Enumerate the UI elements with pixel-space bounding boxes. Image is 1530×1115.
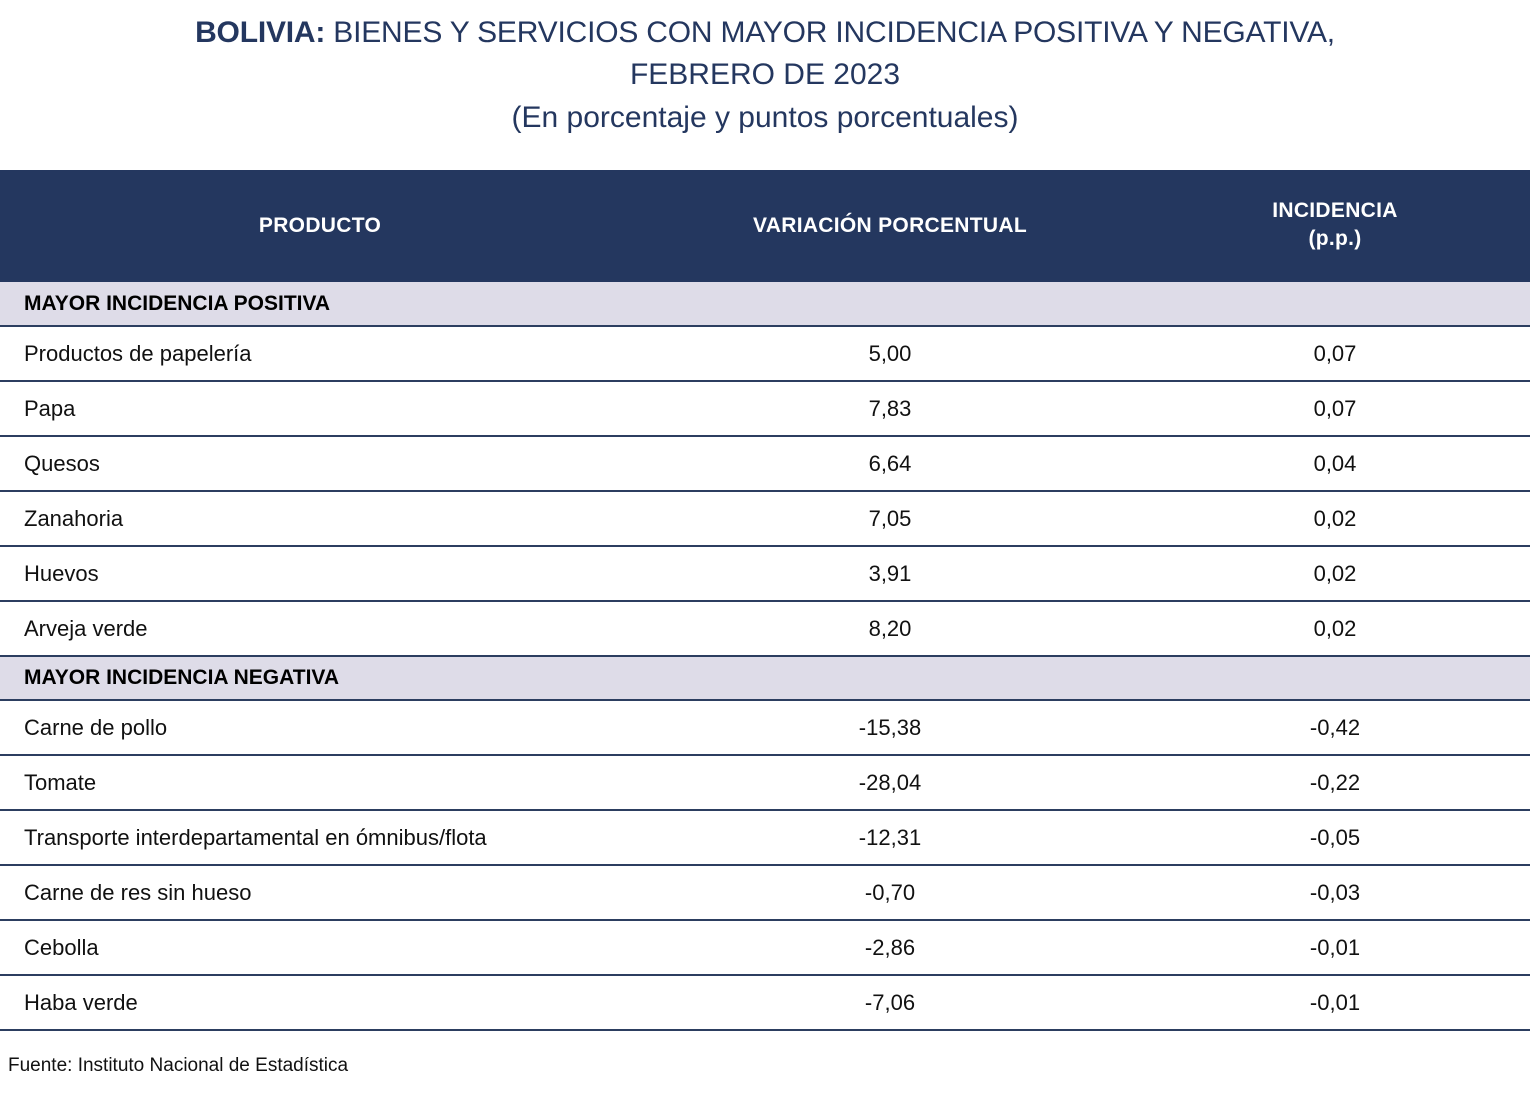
table-header-row bbox=[0, 170, 1530, 282]
cell-incidence: -0,03 bbox=[1140, 865, 1530, 920]
table-row bbox=[0, 865, 1530, 920]
cell-incidence: -0,05 bbox=[1140, 810, 1530, 865]
cell-variation: -7,06 bbox=[640, 975, 1140, 1030]
cell-variation: -2,86 bbox=[640, 920, 1140, 975]
cell-variation: -28,04 bbox=[640, 755, 1140, 810]
cell-variation: -12,31 bbox=[640, 810, 1140, 865]
title-subtitle: (En porcentaje y puntos porcentuales) bbox=[511, 101, 1019, 134]
cell-variation: 3,91 bbox=[640, 546, 1140, 601]
incidence-table bbox=[0, 170, 1530, 1031]
cell-product: Haba verde bbox=[0, 975, 640, 1030]
cell-variation: 6,64 bbox=[640, 436, 1140, 491]
cell-product: Transporte interdepartamental en ómnibus/flota bbox=[0, 810, 640, 865]
table-row bbox=[0, 810, 1530, 865]
cell-incidence: 0,02 bbox=[1140, 601, 1530, 656]
table-row bbox=[0, 546, 1530, 601]
section-label: MAYOR INCIDENCIA POSITIVA bbox=[0, 282, 1530, 326]
table-source-note: Fuente: Instituto Nacional de Estadística bbox=[8, 1055, 349, 1076]
section-header-row-negativa bbox=[0, 656, 1530, 700]
title-line-1-rest: BIENES Y SERVICIOS CON MAYOR INCIDENCIA POSITIVA Y NEGATIVA, bbox=[325, 16, 1335, 49]
title-line-1 bbox=[0, 12, 1530, 54]
cell-variation: -0,70 bbox=[640, 865, 1140, 920]
cell-variation: 8,20 bbox=[640, 601, 1140, 656]
cell-variation: -15,38 bbox=[640, 700, 1140, 755]
cell-product: Carne de pollo bbox=[0, 700, 640, 755]
cell-product: Zanahoria bbox=[0, 491, 640, 546]
cell-incidence: -0,01 bbox=[1140, 920, 1530, 975]
section-label: MAYOR INCIDENCIA NEGATIVA bbox=[0, 656, 1530, 700]
cell-incidence: -0,42 bbox=[1140, 700, 1530, 755]
cell-incidence: -0,01 bbox=[1140, 975, 1530, 1030]
cell-product: Papa bbox=[0, 381, 640, 436]
column-header-incidencia-line1: INCIDENCIA bbox=[1272, 199, 1398, 222]
table-row bbox=[0, 491, 1530, 546]
title-line-2: FEBRERO DE 2023 bbox=[629, 58, 901, 91]
cell-incidence: -0,22 bbox=[1140, 755, 1530, 810]
cell-incidence: 0,04 bbox=[1140, 436, 1530, 491]
page-title bbox=[0, 0, 1530, 140]
cell-incidence: 0,02 bbox=[1140, 491, 1530, 546]
cell-product: Quesos bbox=[0, 436, 640, 491]
cell-product: Huevos bbox=[0, 546, 640, 601]
column-header-incidencia-line2: (p.p.) bbox=[1308, 227, 1362, 250]
table-row bbox=[0, 326, 1530, 381]
table-head bbox=[0, 170, 1530, 282]
table-row bbox=[0, 975, 1530, 1030]
cell-variation: 7,05 bbox=[640, 491, 1140, 546]
cell-variation: 7,83 bbox=[640, 381, 1140, 436]
title-country-prefix: BOLIVIA: bbox=[195, 16, 326, 49]
cell-variation: 5,00 bbox=[640, 326, 1140, 381]
cell-incidence: 0,07 bbox=[1140, 326, 1530, 381]
column-header-incidencia bbox=[1140, 170, 1530, 282]
cell-product: Cebolla bbox=[0, 920, 640, 975]
cell-product: Productos de papelería bbox=[0, 326, 640, 381]
table-row bbox=[0, 700, 1530, 755]
cell-product: Carne de res sin hueso bbox=[0, 865, 640, 920]
table-row bbox=[0, 601, 1530, 656]
cell-incidence: 0,07 bbox=[1140, 381, 1530, 436]
section-header-row-positiva bbox=[0, 282, 1530, 326]
cell-product: Arveja verde bbox=[0, 601, 640, 656]
column-header-variacion: VARIACIÓN PORCENTUAL bbox=[753, 214, 1027, 237]
cell-incidence: 0,02 bbox=[1140, 546, 1530, 601]
cell-product: Tomate bbox=[0, 755, 640, 810]
table-row bbox=[0, 436, 1530, 491]
column-header-producto: PRODUCTO bbox=[258, 214, 382, 237]
table-row bbox=[0, 755, 1530, 810]
table-row bbox=[0, 920, 1530, 975]
table-row bbox=[0, 381, 1530, 436]
table-body bbox=[0, 282, 1530, 1030]
